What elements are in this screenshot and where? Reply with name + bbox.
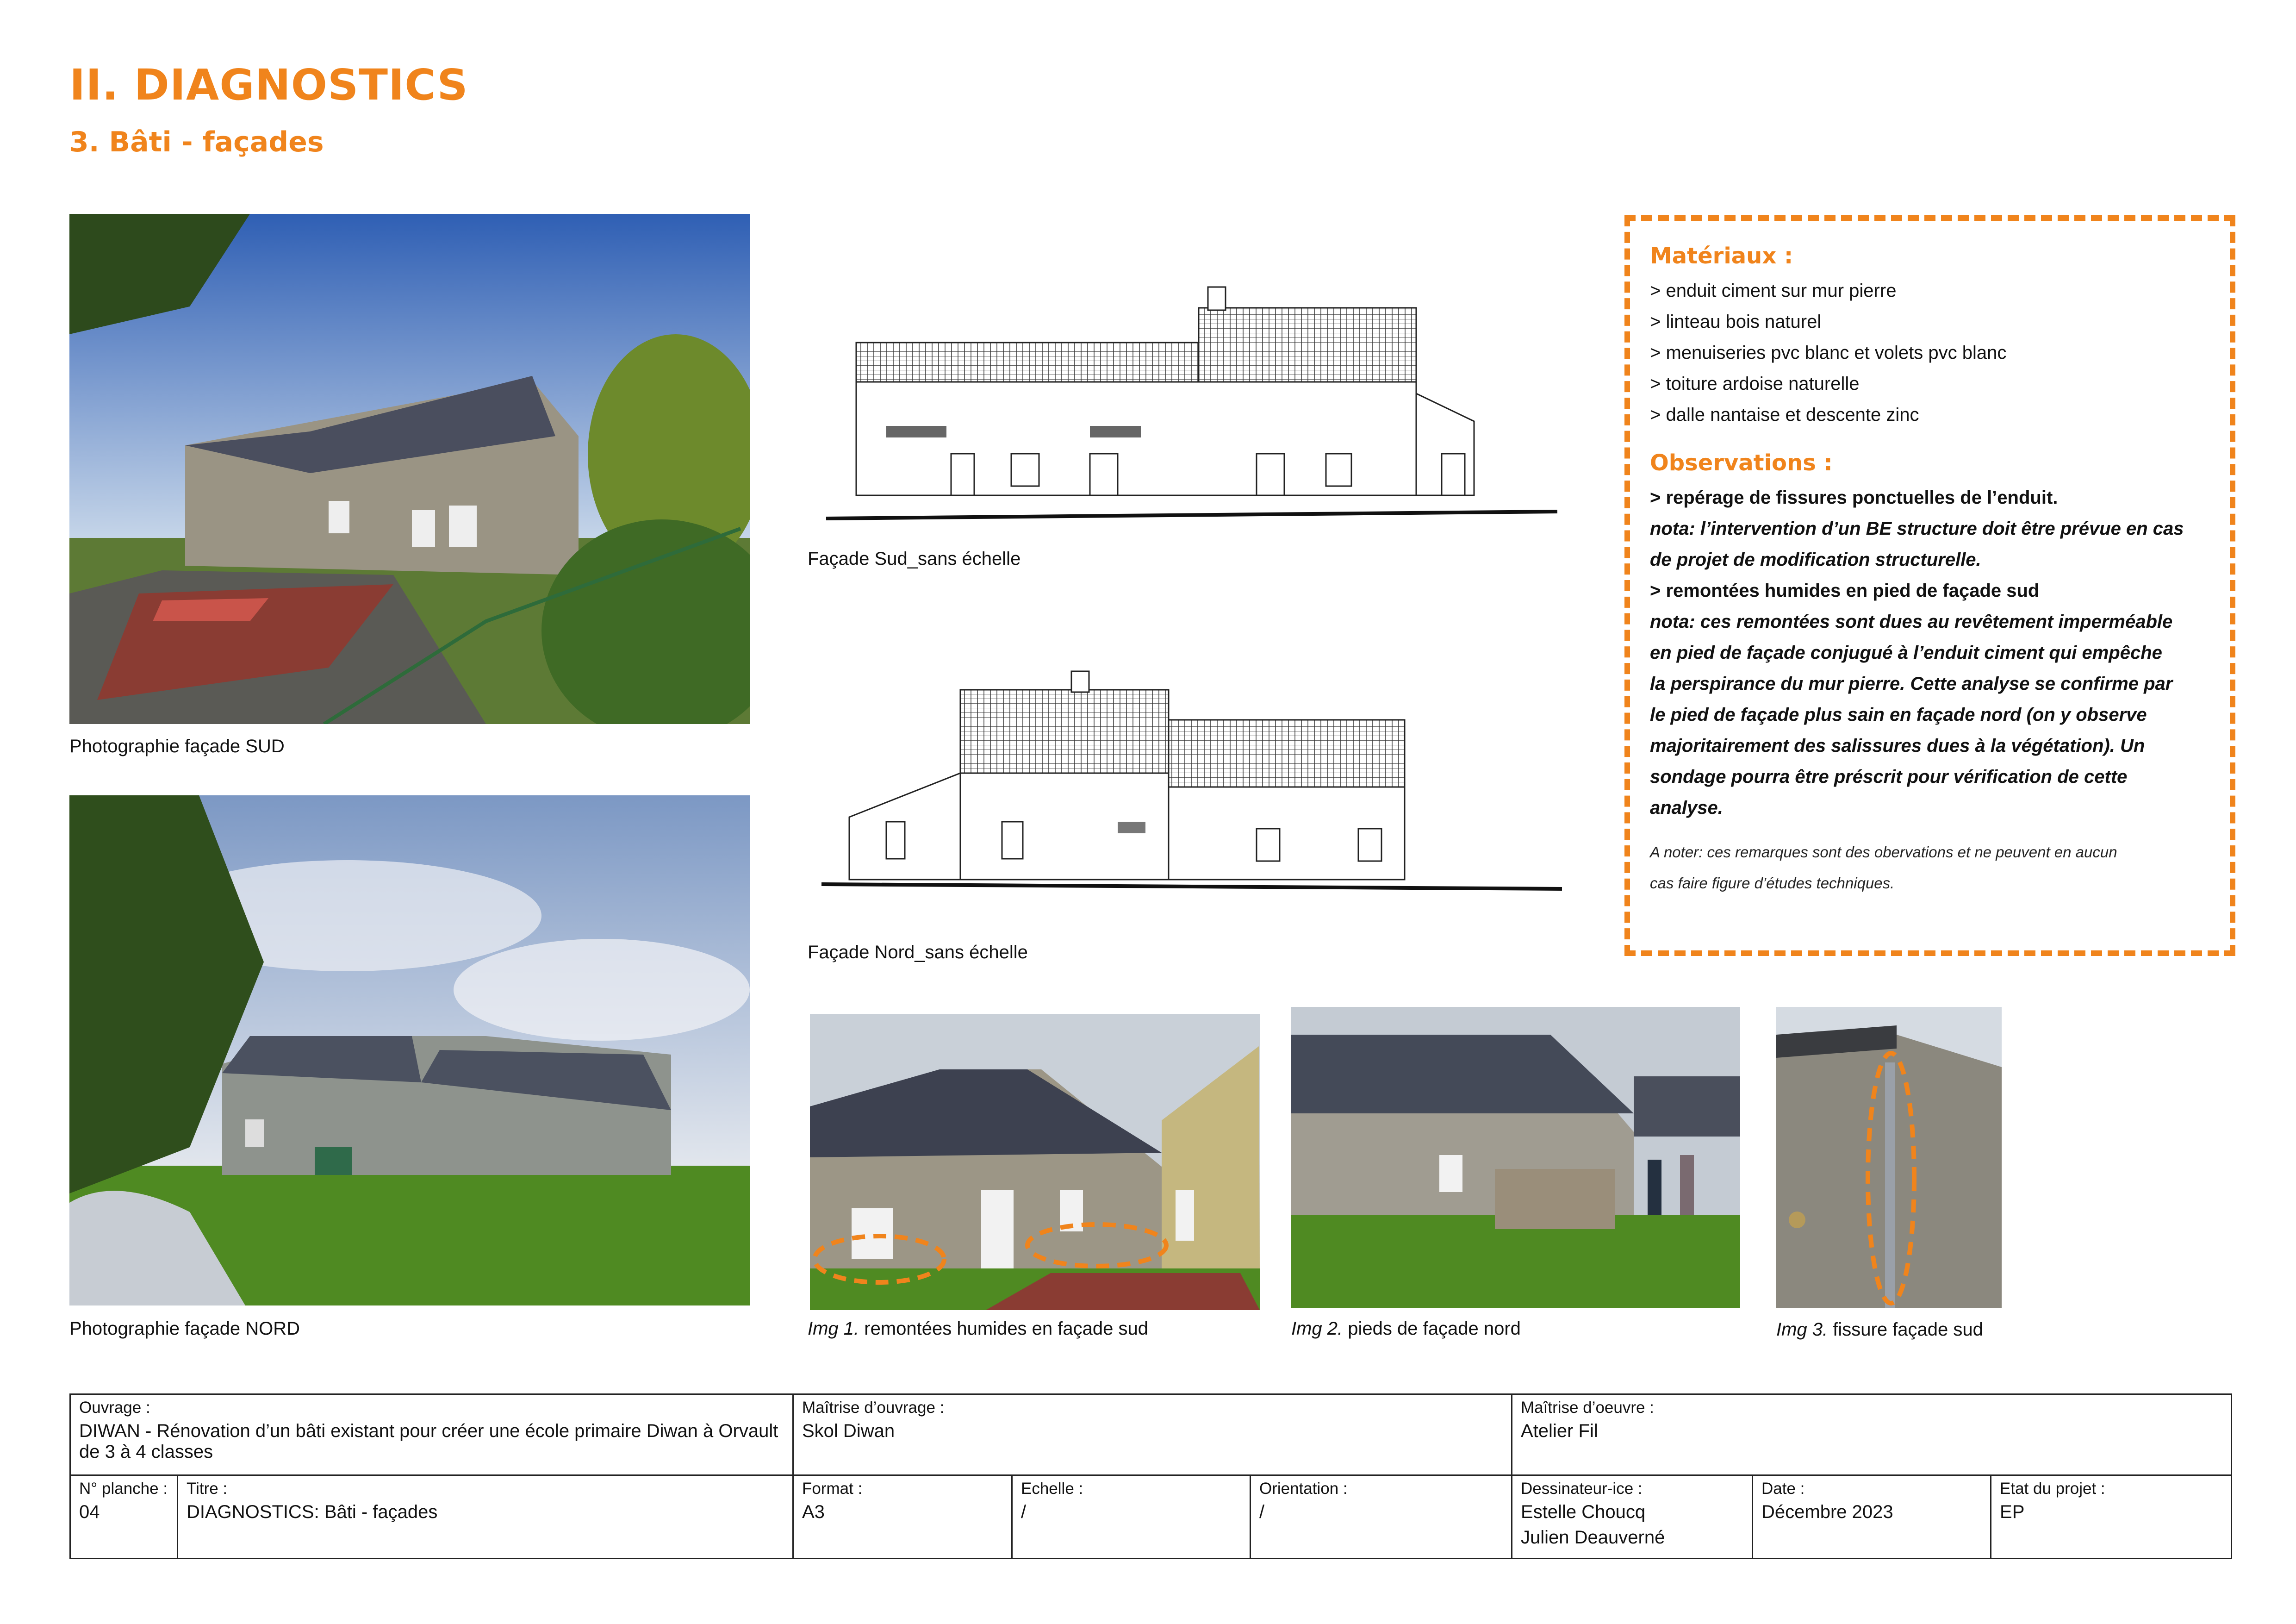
caption-drawing-sud: Façade Sud_sans échelle (808, 549, 1021, 569)
value-etat: EP (2000, 1502, 2025, 1522)
material-item: > menuiseries pvc blanc et volets pvc blanc (1650, 343, 2007, 363)
value-titre: DIAGNOSTICS: Bâti - façades (187, 1502, 438, 1522)
value-date: Décembre 2023 (1761, 1502, 1893, 1522)
material-item: > linteau bois naturel (1650, 312, 1822, 332)
drawing-facade-nord (812, 662, 1571, 903)
cell-echelle (1012, 1475, 1251, 1559)
cell-dessinateur (1512, 1475, 1753, 1559)
materials-title: Matériaux : (1650, 243, 1793, 269)
nota-line: sondage pourra être préscrit pour vérification de cette (1650, 767, 2128, 787)
label-format: Format : (802, 1480, 863, 1498)
observations-title: Observations : (1650, 450, 1833, 476)
material-item: > toiture ardoise naturelle (1650, 374, 1860, 394)
nota-line: nota: ces remontées sont dues au revêtement imperméable (1650, 612, 2173, 632)
observation-fissures: > repérage de fissures ponctuelles de l’enduit. (1650, 487, 2058, 508)
label-dessinateur: Dessinateur-ice : (1521, 1480, 1643, 1498)
cell-ouvrage (70, 1394, 793, 1475)
material-item: > enduit ciment sur mur pierre (1650, 281, 1897, 301)
label-moe: Maîtrise d’oeuvre : (1521, 1399, 1654, 1417)
label-echelle: Echelle : (1021, 1480, 1083, 1498)
value-planche: 04 (79, 1502, 100, 1522)
label-moa: Maîtrise d’ouvrage : (802, 1399, 945, 1417)
caption-drawing-nord: Façade Nord_sans échelle (808, 942, 1028, 962)
cell-moa (793, 1394, 1512, 1475)
nota-line: nota: l’intervention d’un BE structure doit être prévue en cas (1650, 518, 2184, 539)
label-ouvrage: Ouvrage : (79, 1399, 150, 1417)
caption-img3: Img 3. fissure façade sud (1776, 1319, 1983, 1340)
cell-titre (178, 1475, 793, 1559)
label-planche: N° planche : (79, 1480, 168, 1498)
caption-img1: Img 1. remontées humides en façade sud (808, 1318, 1148, 1339)
photo-facade-nord (69, 795, 750, 1305)
caption-photo-nord: Photographie façade NORD (69, 1318, 300, 1339)
observation-remontees: > remontées humides en pied de façade sud (1650, 581, 2040, 601)
value-format: A3 (802, 1502, 825, 1522)
cell-etat (1991, 1475, 2232, 1559)
nota-line: la perspirance du mur pierre. Cette analyse se confirme par (1650, 674, 2173, 694)
label-orientation: Orientation : (1259, 1480, 1348, 1498)
photo-img3 (1776, 1007, 2002, 1308)
photo-img2 (1291, 1007, 1740, 1308)
value-ouvrage: DIWAN - Rénovation d’un bâti existant pour créer une école primaire Diwan à Orvault de 3 à 4 classes (79, 1421, 778, 1462)
value-moe: Atelier Fil (1521, 1421, 1598, 1441)
value-echelle: / (1021, 1502, 1027, 1522)
value-dessinateur-1: Estelle Choucq (1521, 1502, 1646, 1522)
nota-line: le pied de façade plus sain en façade nord (on y observe (1650, 705, 2147, 725)
photo-facade-sud (69, 214, 750, 724)
material-item: > dalle nantaise et descente zinc (1650, 405, 1919, 425)
value-orientation: / (1259, 1502, 1265, 1522)
nota-line: de projet de modification structurelle. (1650, 550, 1981, 570)
caption-photo-sud: Photographie façade SUD (69, 736, 285, 756)
cell-planche (70, 1475, 178, 1559)
observations-content (1650, 243, 2219, 899)
value-moa: Skol Diwan (802, 1421, 895, 1441)
page-title: II. DIAGNOSTICS (69, 60, 468, 110)
drawing-facade-sud (812, 218, 1571, 532)
caption-img2: Img 2. pieds de façade nord (1291, 1318, 1521, 1339)
photo-img1 (810, 1014, 1260, 1310)
cell-orientation (1251, 1475, 1512, 1559)
disclaimer-line: cas faire figure d’études techniques. (1650, 874, 1895, 892)
nota-line: majoritairement des salissures dues à la végétation). Un (1650, 736, 2145, 756)
page-subtitle: 3. Bâti - façades (69, 126, 324, 158)
label-titre: Titre : (187, 1480, 228, 1498)
cell-format (793, 1475, 1012, 1559)
label-etat: Etat du projet : (2000, 1480, 2105, 1498)
cell-date (1753, 1475, 1991, 1559)
label-date: Date : (1761, 1480, 1805, 1498)
value-dessinateur-2: Julien Deauverné (1521, 1527, 1665, 1548)
disclaimer-line: A noter: ces remarques sont des obervations et ne peuvent en aucun (1650, 843, 2117, 861)
nota-line: analyse. (1650, 798, 1723, 818)
title-block (69, 1393, 2232, 1559)
nota-line: en pied de façade conjugué à l’enduit ciment qui empêche (1650, 643, 2162, 663)
cell-moe (1512, 1394, 2232, 1475)
